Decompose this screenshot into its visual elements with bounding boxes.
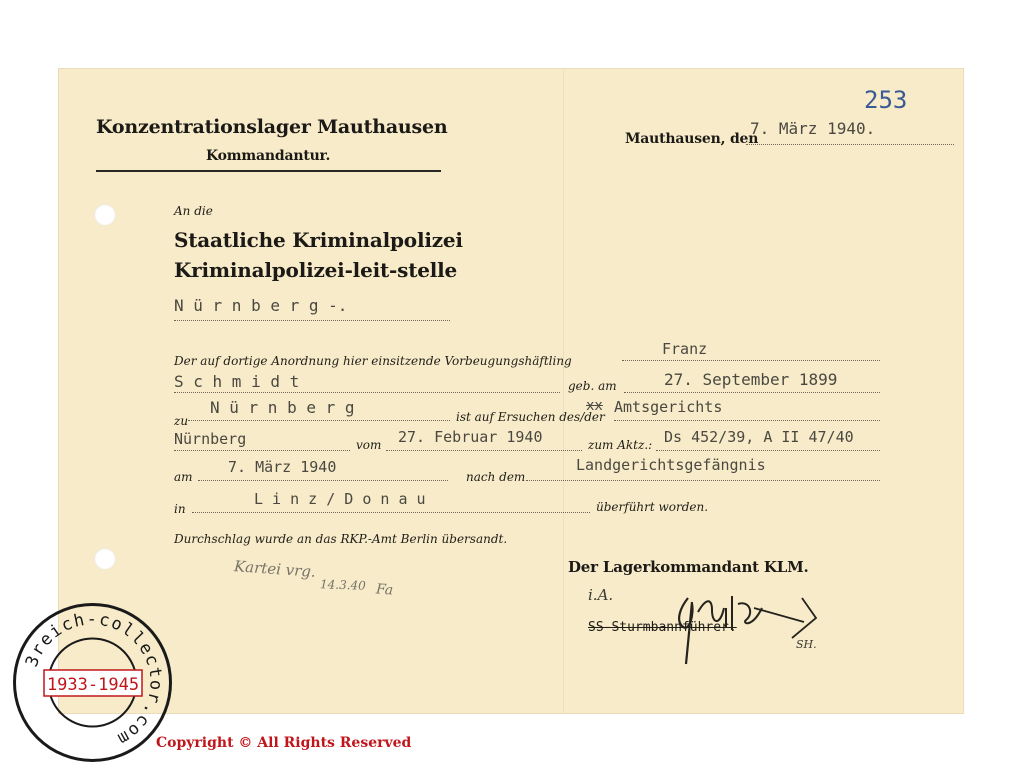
pencil-initials: Fa xyxy=(375,581,394,599)
vom-label: vom xyxy=(356,438,382,452)
destination-city-dotline xyxy=(192,512,590,513)
court-city-dotline xyxy=(174,450,350,451)
aktz-label: zum Aktz.: xyxy=(588,438,653,452)
letter-date: 7. März 1940. xyxy=(750,119,876,138)
born-label: geb. am xyxy=(568,379,617,393)
aktz-dotline xyxy=(656,450,880,451)
last-name-dotline xyxy=(174,392,560,393)
header-rule xyxy=(96,170,441,172)
last-name: S c h m i d t xyxy=(174,372,300,391)
file-number: 253 xyxy=(864,86,908,114)
rank-suffix: SH. xyxy=(796,638,817,651)
request-date-dotline xyxy=(386,450,582,451)
document-sheet xyxy=(58,68,964,714)
birth-place-dotline xyxy=(188,420,450,421)
first-name-dotline xyxy=(622,360,880,361)
copy-note: Durchschlag wurde an das RKP.-Amt Berlin übersandt. xyxy=(174,532,508,546)
transfer-date: 7. März 1940 xyxy=(228,458,337,476)
in-label: in xyxy=(174,502,186,516)
detainee-intro: Der auf dortige Anordnung hier einsitzende Vorbeugungshäftling xyxy=(174,354,572,368)
nach-label: nach dem xyxy=(466,470,526,484)
destination-city: L i n z / D o n a u xyxy=(254,490,426,508)
paper-fold xyxy=(563,68,564,714)
copyright-notice: Copyright © All Rights Reserved xyxy=(156,735,412,751)
aktz-value: Ds 452/39, A II 47/40 xyxy=(664,428,854,446)
date-dotline xyxy=(746,144,954,145)
birth-place: N ü r n b e r g xyxy=(210,398,355,417)
request-date: 27. Februar 1940 xyxy=(398,428,543,446)
request-label: ist auf Ersuchen des/der xyxy=(456,410,605,424)
place-label: Mauthausen, den xyxy=(625,131,759,147)
birth-date: 27. September 1899 xyxy=(664,370,838,389)
city-dotline xyxy=(174,320,450,321)
recipient-line1: Staatliche Kriminalpolizei xyxy=(174,228,463,252)
pencil-date: 14.3.40 xyxy=(319,577,367,593)
court-dotline xyxy=(614,420,880,421)
ia-note: i.A. xyxy=(588,586,614,604)
punch-hole-bottom xyxy=(94,548,116,570)
punch-hole-top xyxy=(94,204,116,226)
office-name: Kommandantur. xyxy=(206,148,331,164)
recipient-city: N ü r n b e r g -. xyxy=(174,296,348,315)
handwritten-signature xyxy=(654,568,834,668)
zu-label: zu xyxy=(174,414,189,428)
first-name: Franz xyxy=(662,340,708,358)
court-name: Amtsgerichts xyxy=(614,398,723,416)
stamp-ring-text: 3reich-collector.com xyxy=(21,609,166,750)
signature-title: Der Lagerkommandant KLM. xyxy=(568,558,809,576)
collector-stamp xyxy=(10,600,175,765)
court-strike: xx xyxy=(586,398,603,414)
destination: Landgerichtsgefängnis xyxy=(576,456,766,474)
rank-line: SS-Sturmbannführer. xyxy=(588,620,737,635)
pencil-note: Kartei vrg. xyxy=(233,557,317,581)
am-label: am xyxy=(174,470,193,484)
transfer-date-dotline xyxy=(198,480,448,481)
transferred-label: überführt worden. xyxy=(596,500,709,514)
camp-name: Konzentrationslager Mauthausen xyxy=(96,116,448,138)
court-city: Nürnberg xyxy=(174,430,247,448)
stamp-years: 1933-1945 xyxy=(46,675,140,695)
recipient-prefix: An die xyxy=(174,204,213,218)
destination-dotline xyxy=(526,480,880,481)
birth-date-dotline xyxy=(624,392,880,393)
recipient-line2: Kriminalpolizei-leit-stelle xyxy=(174,258,458,282)
